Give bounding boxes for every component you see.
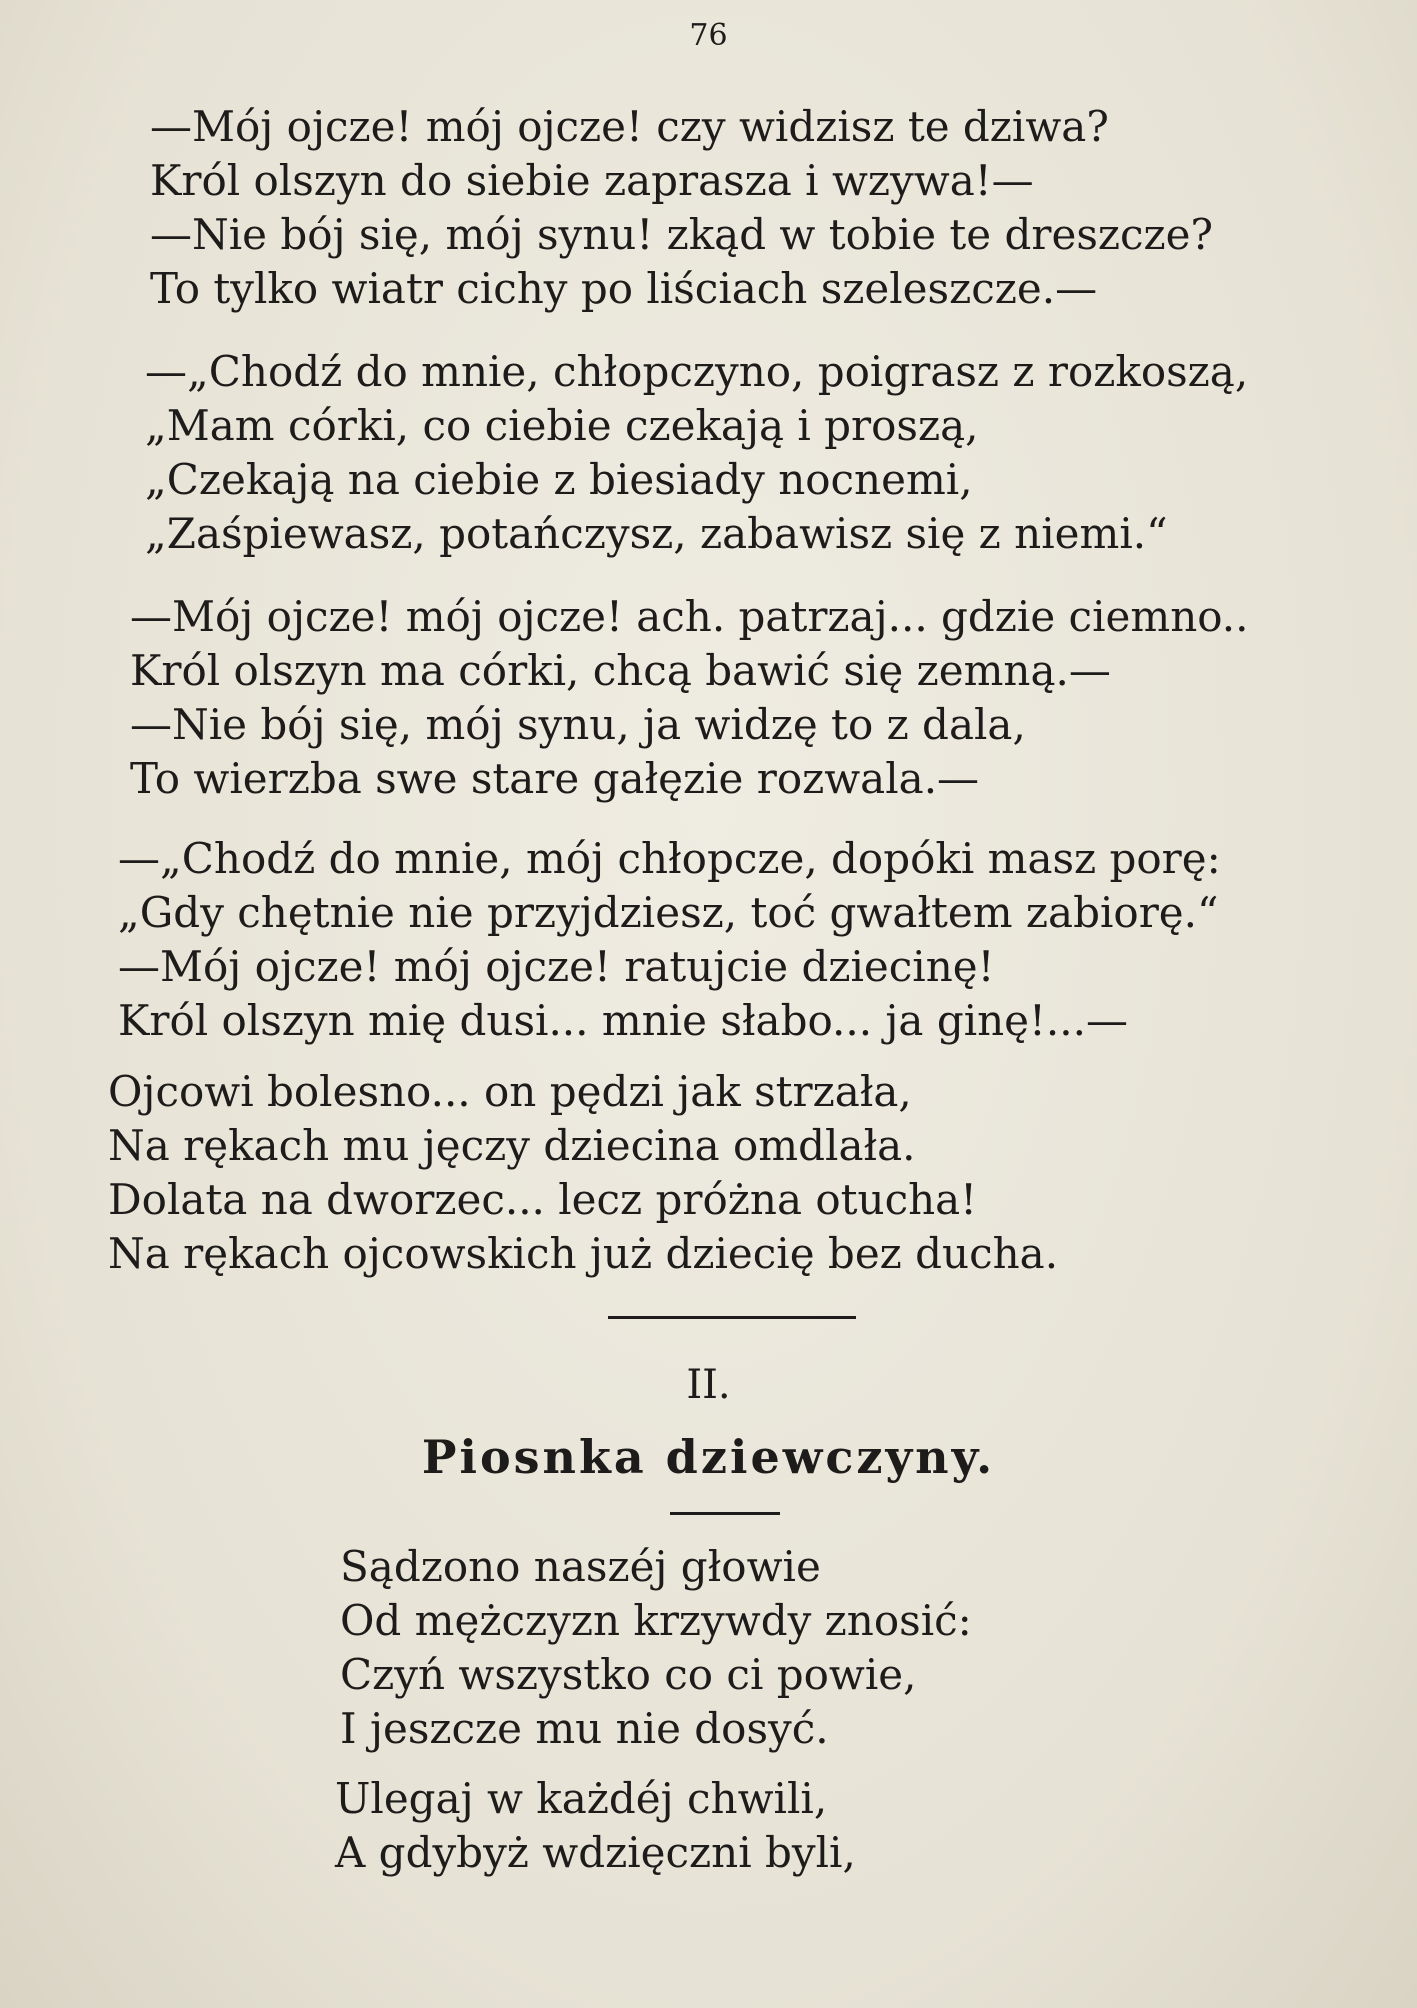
page-number: 76 <box>689 18 728 53</box>
title-divider <box>670 1512 780 1515</box>
verse-line: Król olszyn mię dusi... mnie słabo... ja ginę!...— <box>118 996 1128 1045</box>
section-number: II. <box>686 1362 731 1408</box>
stanza-4 <box>118 832 1221 1048</box>
verse-line: —„Chodź do mnie, mój chłopcze, dopóki masz porę: <box>118 834 1221 883</box>
stanza-3 <box>130 590 1249 806</box>
verse-line: Od mężczyzn krzywdy znosić: <box>340 1596 972 1645</box>
section-title: Piosnka dziewczyny. <box>421 1430 996 1484</box>
verse-line: —Nie bój się, mój synu! zkąd w tobie te dreszcze? <box>150 210 1214 259</box>
verse-line: To tylko wiatr cichy po liściach szeleszcze.— <box>150 264 1098 313</box>
verse-line: —Mój ojcze! mój ojcze! czy widzisz te dziwa? <box>150 102 1109 151</box>
verse-line: —„Chodź do mnie, chłopczyno, poigrasz z rozkoszą, <box>145 347 1249 396</box>
verse-line: „Gdy chętnie nie przyjdziesz, toć gwałtem zabiorę.“ <box>118 888 1219 937</box>
section-divider <box>608 1316 856 1319</box>
verse-line: I jeszcze mu nie dosyć. <box>340 1704 829 1753</box>
verse-line: Król olszyn ma córki, chcą bawić się zemną.— <box>130 646 1111 695</box>
verse-line: Na rękach ojcowskich już dziecię bez ducha. <box>108 1229 1059 1278</box>
stanza-2 <box>145 345 1248 561</box>
stanza-5 <box>108 1065 1058 1281</box>
verse-line: Ojcowi bolesno... on pędzi jak strzała, <box>108 1067 912 1116</box>
verse-line: A gdybyż wdzięczni byli, <box>335 1828 856 1877</box>
verse-line: Sądzono naszéj głowie <box>340 1542 821 1591</box>
song-stanza-2 <box>335 1772 856 1880</box>
song-stanza-1 <box>340 1540 972 1756</box>
verse-line: „Zaśpiewasz, potańczysz, zabawisz się z niemi.“ <box>145 509 1168 558</box>
verse-line: Czyń wszystko co ci powie, <box>340 1650 917 1699</box>
verse-line: „Czekają na ciebie z biesiady nocnemi, <box>145 455 973 504</box>
verse-line: —Mój ojcze! mój ojcze! ratujcie dziecinę! <box>118 942 995 991</box>
verse-line: Ulegaj w każdéj chwili, <box>335 1774 828 1823</box>
verse-line: Na rękach mu jęczy dziecina omdlała. <box>108 1121 916 1170</box>
verse-line: —Nie bój się, mój synu, ja widzę to z dala, <box>130 700 1026 749</box>
verse-line: Dolata na dworzec... lecz próżna otucha! <box>108 1175 978 1224</box>
verse-line: Król olszyn do siebie zaprasza i wzywa!— <box>150 156 1034 205</box>
verse-line: —Mój ojcze! mój ojcze! ach. patrzaj... gdzie ciemno.. <box>130 592 1249 641</box>
verse-line: To wierzba swe stare gałęzie rozwala.— <box>130 754 980 803</box>
verse-line: „Mam córki, co ciebie czekają i proszą, <box>145 401 979 450</box>
stanza-1 <box>150 100 1213 316</box>
